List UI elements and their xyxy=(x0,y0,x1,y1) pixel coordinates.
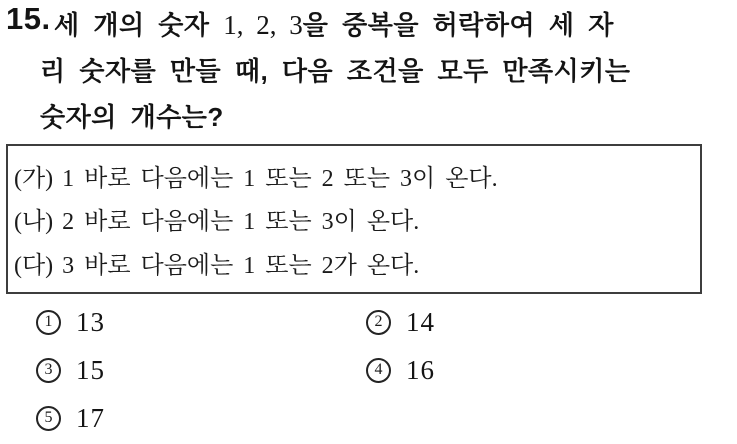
question-text xyxy=(40,2,732,140)
choice-option-1[interactable] xyxy=(36,307,366,338)
question-line xyxy=(40,94,732,140)
condition-text: 1 바로 다음에는 1 또는 2 또는 3이 온다. xyxy=(62,166,498,193)
question-segment: 숫자의 개수는? xyxy=(40,102,224,132)
condition-label: (가) xyxy=(14,166,54,193)
choice-option-5[interactable] xyxy=(36,403,366,434)
choice-value: 16 xyxy=(406,354,435,385)
choice-value: 17 xyxy=(76,402,105,433)
choice-circle: 4 xyxy=(366,358,391,383)
choice-circle: 2 xyxy=(366,310,391,335)
question-segment: 세 개의 숫자 xyxy=(54,10,224,40)
choice-circle: 3 xyxy=(36,358,61,383)
question-segment: 을 중복을 허락하여 세 자 xyxy=(302,10,614,40)
choice-option-2[interactable] xyxy=(366,307,696,338)
question-line xyxy=(40,2,732,48)
condition-item xyxy=(14,158,694,193)
condition-item xyxy=(14,245,694,280)
choice-circle: 5 xyxy=(36,406,61,431)
choice-value: 14 xyxy=(406,306,435,337)
question-segment: 리 숫자를 만들 때, 다음 조건을 모두 만족시키는 xyxy=(40,56,631,86)
choice-value: 13 xyxy=(76,306,105,337)
question-digits: 1, 2, 3 xyxy=(223,10,303,40)
choice-circle: 1 xyxy=(36,310,61,335)
condition-text: 3 바로 다음에는 1 또는 2가 온다. xyxy=(62,252,420,279)
question-number: 15. xyxy=(6,1,51,36)
choice-value: 15 xyxy=(76,354,105,385)
question-line xyxy=(40,48,732,94)
choice-option-4[interactable] xyxy=(366,355,696,386)
condition-label: (나) xyxy=(14,209,54,236)
choices-grid xyxy=(36,298,706,442)
condition-item xyxy=(14,201,694,236)
condition-text: 2 바로 다음에는 1 또는 3이 온다. xyxy=(62,209,420,236)
conditions-box xyxy=(6,144,702,294)
condition-label: (다) xyxy=(14,252,54,279)
choice-option-3[interactable] xyxy=(36,355,366,386)
